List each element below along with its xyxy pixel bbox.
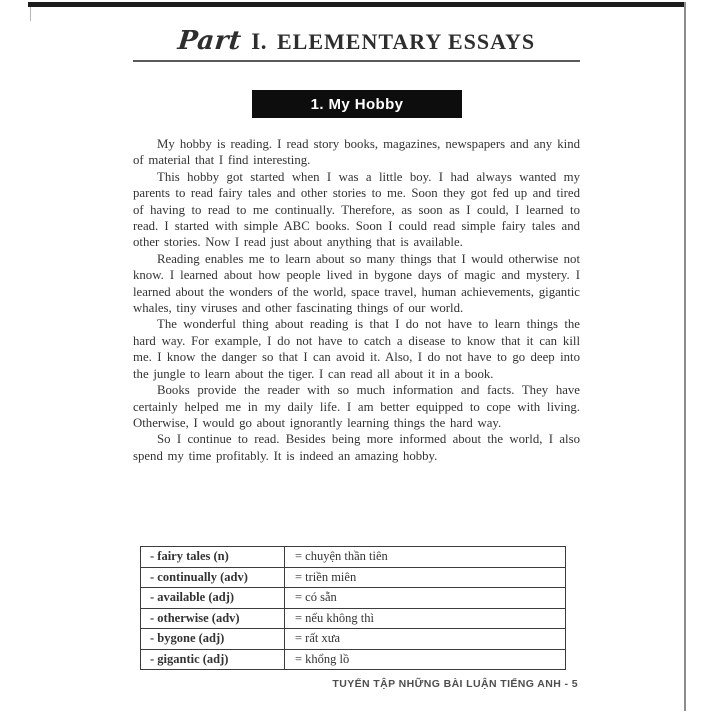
part-title: ELEMENTARY ESSAYS [277,29,536,54]
vocab-term: - gigantic (adj) [141,650,285,670]
vocab-definition: = chuyện thần tiên [295,549,388,564]
part-number: I. [251,29,267,54]
vocab-row [141,588,565,609]
essay-paragraph: Books provide the reader with so much information and facts. They have certainly helped me in my daily life. I am better equipped to cope with living. Otherwise, I would go about ignorantly learning things the hard way. [133,383,580,430]
vocab-term: - fairy tales (n) [141,547,285,567]
vocab-row [141,609,565,630]
essay-body [133,136,580,464]
page-footer [332,678,578,690]
essay-paragraph: So I continue to read. Besides being more informed about the world, I also spend my time profitably. It is indeed an amazing hobby. [133,432,580,463]
part-header [133,26,580,56]
essay-title-box [252,90,462,118]
essay-paragraph: My hobby is reading. I read story books, magazines, newspapers and any kind of material that I find interesting. [133,137,580,168]
vocab-definition: = triền miên [295,569,357,584]
vocab-term: - available (adj) [141,588,285,608]
vocab-row [141,629,565,650]
vocab-definition: = có sẵn [295,590,337,605]
vocab-term: - continually (adv) [141,568,285,588]
vocab-term: - bygone (adj) [141,629,285,649]
vocab-term: - otherwise (adv) [141,609,285,629]
essay-paragraph: This hobby got started when I was a little boy. I had always wanted my parents to read fairy tales and other stories to me. Soon they got fed up and tired of having to read to me continually. Therefore, as soon as I could, I learned to read. I started with simple ABC books. Soon I could read simple fairy tales and other stories. Now I read just about anything that is available. [133,169,580,250]
essay-title: 1. My Hobby [310,95,404,113]
vocabulary-table [140,546,566,670]
vocab-definition: = nếu không thì [295,610,374,625]
footer-text: TUYỂN TẬP NHỮNG BÀI LUẬN TIẾNG ANH - 5 [332,678,578,690]
part-word: Part [176,26,243,56]
header-divider-rule [133,60,580,62]
vocab-row [141,547,565,568]
vocab-definition: = rất xưa [295,631,341,646]
scan-right-edge-line [684,2,686,711]
scan-top-edge-bar [28,2,686,7]
essay-paragraph: Reading enables me to learn about so many things that I would otherwise not know. I learned about how people lived in bygone days of magic and mystery. I learned about the wonders of the world, space travel, human achievements, gigantic whales, tiny viruses and other fascinating things of our world. [133,251,580,316]
vocab-row [141,650,565,670]
scan-left-edge-tick [30,7,31,21]
vocab-row [141,568,565,589]
essay-paragraph: The wonderful thing about reading is that I do not have to learn things the hard way. For example, I do not have to catch a disease to know that it can kill me. I know the danger so that I can avoid it. Also, I do not have to go deep into the jungle to learn about the tiger. I can read all about it in a book. [133,317,580,381]
vocab-definition: = khổng lồ [295,651,350,666]
